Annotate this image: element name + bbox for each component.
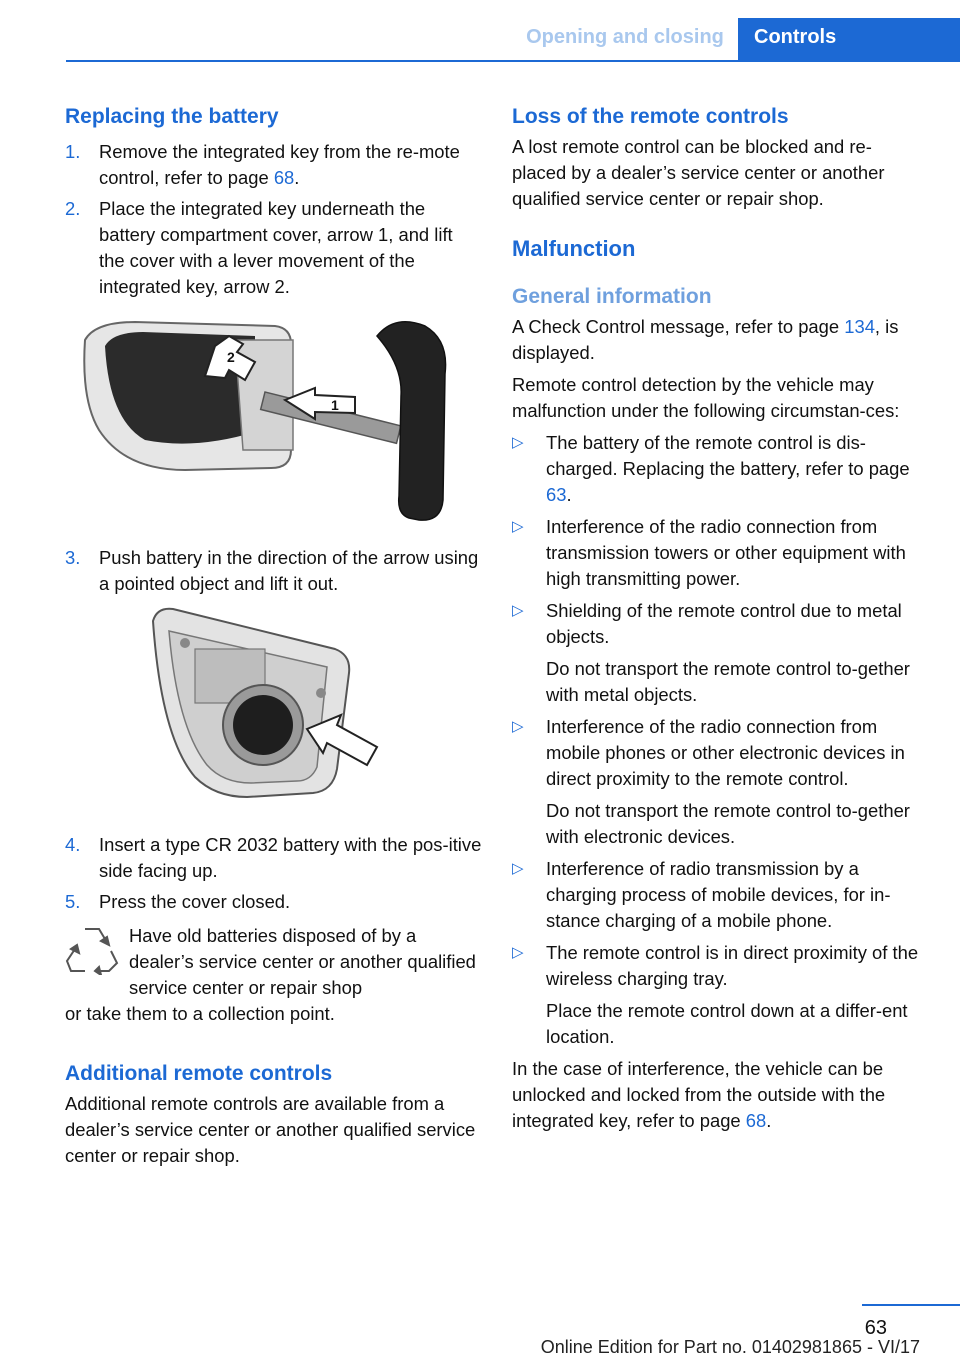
triangle-bullet-icon: ▷ bbox=[512, 602, 524, 619]
triangle-bullet-icon: ▷ bbox=[512, 718, 524, 735]
page-link[interactable]: 68 bbox=[273, 167, 295, 188]
triangle-bullet-icon: ▷ bbox=[512, 518, 524, 535]
step-number: 5. bbox=[65, 891, 81, 912]
step-4 bbox=[65, 832, 483, 884]
page-header bbox=[0, 0, 960, 62]
malfunction-heading: Malfunction bbox=[512, 236, 636, 261]
bullet-subtext: Do not transport the remote control to‐gether with electronic devices. bbox=[546, 800, 910, 847]
detection-text: Remote control detection by the vehicle may malfunction under the following circumstan‐ces: bbox=[512, 374, 900, 421]
bullet-text: The remote control is in direct proximity of the wireless charging tray. bbox=[546, 942, 919, 989]
step-text: Push battery in the direction of the arrow using a pointed object and lift it out. bbox=[99, 547, 479, 594]
step-number: 1. bbox=[65, 141, 81, 162]
footer-rule bbox=[862, 1304, 960, 1306]
chapter-tab[interactable]: Controls bbox=[738, 18, 960, 62]
bullet-subtext: Do not transport the remote control to‐gether with metal objects. bbox=[546, 658, 910, 705]
edition-text: Online Edition for Part no. 01402981865 - VI/17 bbox=[540, 1337, 920, 1357]
step-3 bbox=[65, 545, 483, 597]
recycling-note bbox=[65, 923, 483, 1001]
step-number: 4. bbox=[65, 834, 81, 855]
step-text: Insert a type CR 2032 battery with the pos‐itive side facing up. bbox=[99, 834, 482, 881]
loss-remote-text: A lost remote control can be blocked and re‐placed by a dealer’s service center or another qualified service center or repair shop. bbox=[512, 136, 885, 209]
recycle-icon bbox=[65, 923, 129, 1001]
bullet-text: Interference of the radio connection from transmission towers or other equipment with high transmitting power. bbox=[546, 516, 906, 589]
bullet-text: Shielding of the remote control due to metal objects. bbox=[546, 600, 902, 647]
bullet-subtext: Place the remote control down at a differ‐ent location. bbox=[546, 1000, 908, 1047]
recycling-note-continued: or take them to a collection point. bbox=[65, 1003, 335, 1024]
bullet-item bbox=[512, 430, 922, 508]
loss-remote-heading: Loss of the remote controls bbox=[512, 105, 789, 128]
key-removal-figure bbox=[65, 300, 483, 540]
bullet-item bbox=[512, 856, 922, 934]
bullet-item bbox=[512, 940, 922, 992]
arrow-2-label: 2 bbox=[227, 349, 235, 365]
triangle-bullet-icon: ▷ bbox=[512, 434, 524, 451]
page-link[interactable]: 68 bbox=[745, 1110, 767, 1131]
closing-text: In the case of interference, the vehicle can be unlocked and locked from the outside with the integrated key, refer to page 68. bbox=[512, 1058, 886, 1131]
arrow-1-label: 1 bbox=[331, 397, 339, 413]
replacing-battery-heading: Replacing the battery bbox=[65, 105, 279, 128]
check-control-text: A Check Control message, refer to page 134, is displayed. bbox=[512, 316, 899, 363]
page-footer bbox=[0, 1300, 960, 1362]
recycling-note-text: Have old batteries disposed of by a dealer’s service center or another qualified service center or repair shop bbox=[129, 925, 476, 998]
general-information-heading: General information bbox=[512, 285, 712, 308]
bullet-text: The battery of the remote control is dis‐charged. Replacing the battery, refer to page 63. bbox=[546, 432, 910, 505]
step-5 bbox=[65, 889, 483, 915]
triangle-bullet-icon: ▷ bbox=[512, 944, 524, 961]
additional-remote-heading: Additional remote controls bbox=[65, 1062, 333, 1085]
battery-compartment-illustration bbox=[65, 597, 483, 827]
key-fob-illustration bbox=[65, 300, 483, 540]
right-column bbox=[512, 100, 922, 1134]
page-number: 63 bbox=[864, 1317, 887, 1339]
bullet-item bbox=[512, 598, 922, 650]
battery-compartment-figure bbox=[65, 597, 483, 827]
bullet-item bbox=[512, 514, 922, 592]
page-link[interactable]: 134 bbox=[844, 316, 875, 337]
step-number: 2. bbox=[65, 198, 81, 219]
step-2 bbox=[65, 196, 483, 300]
page-link[interactable]: 63 bbox=[546, 484, 567, 505]
header-rule bbox=[66, 60, 960, 62]
step-text: Remove the integrated key from the re‐mote control, refer to page 68. bbox=[99, 141, 460, 188]
step-1 bbox=[65, 139, 483, 191]
step-text: Press the cover closed. bbox=[99, 891, 291, 912]
left-column bbox=[65, 100, 483, 1169]
section-tab[interactable]: Opening and closing bbox=[526, 26, 724, 48]
bullet-text: Interference of radio transmission by a charging process of mobile devices, for in‐stance charging of a mobile phone. bbox=[546, 858, 891, 931]
step-text: Place the integrated key underneath the battery compartment cover, arrow 1, and lift the cover with a lever movement of the integrated key, arrow 2. bbox=[99, 198, 453, 297]
additional-remote-text: Additional remote controls are available from a dealer’s service center or another qualified service center or repair shop. bbox=[65, 1093, 476, 1166]
triangle-bullet-icon: ▷ bbox=[512, 860, 524, 877]
step-number: 3. bbox=[65, 547, 81, 568]
bullet-item bbox=[512, 714, 922, 792]
bullet-text: Interference of the radio connection from mobile phones or other electronic devices in direct proximity to the remote control. bbox=[546, 716, 905, 789]
